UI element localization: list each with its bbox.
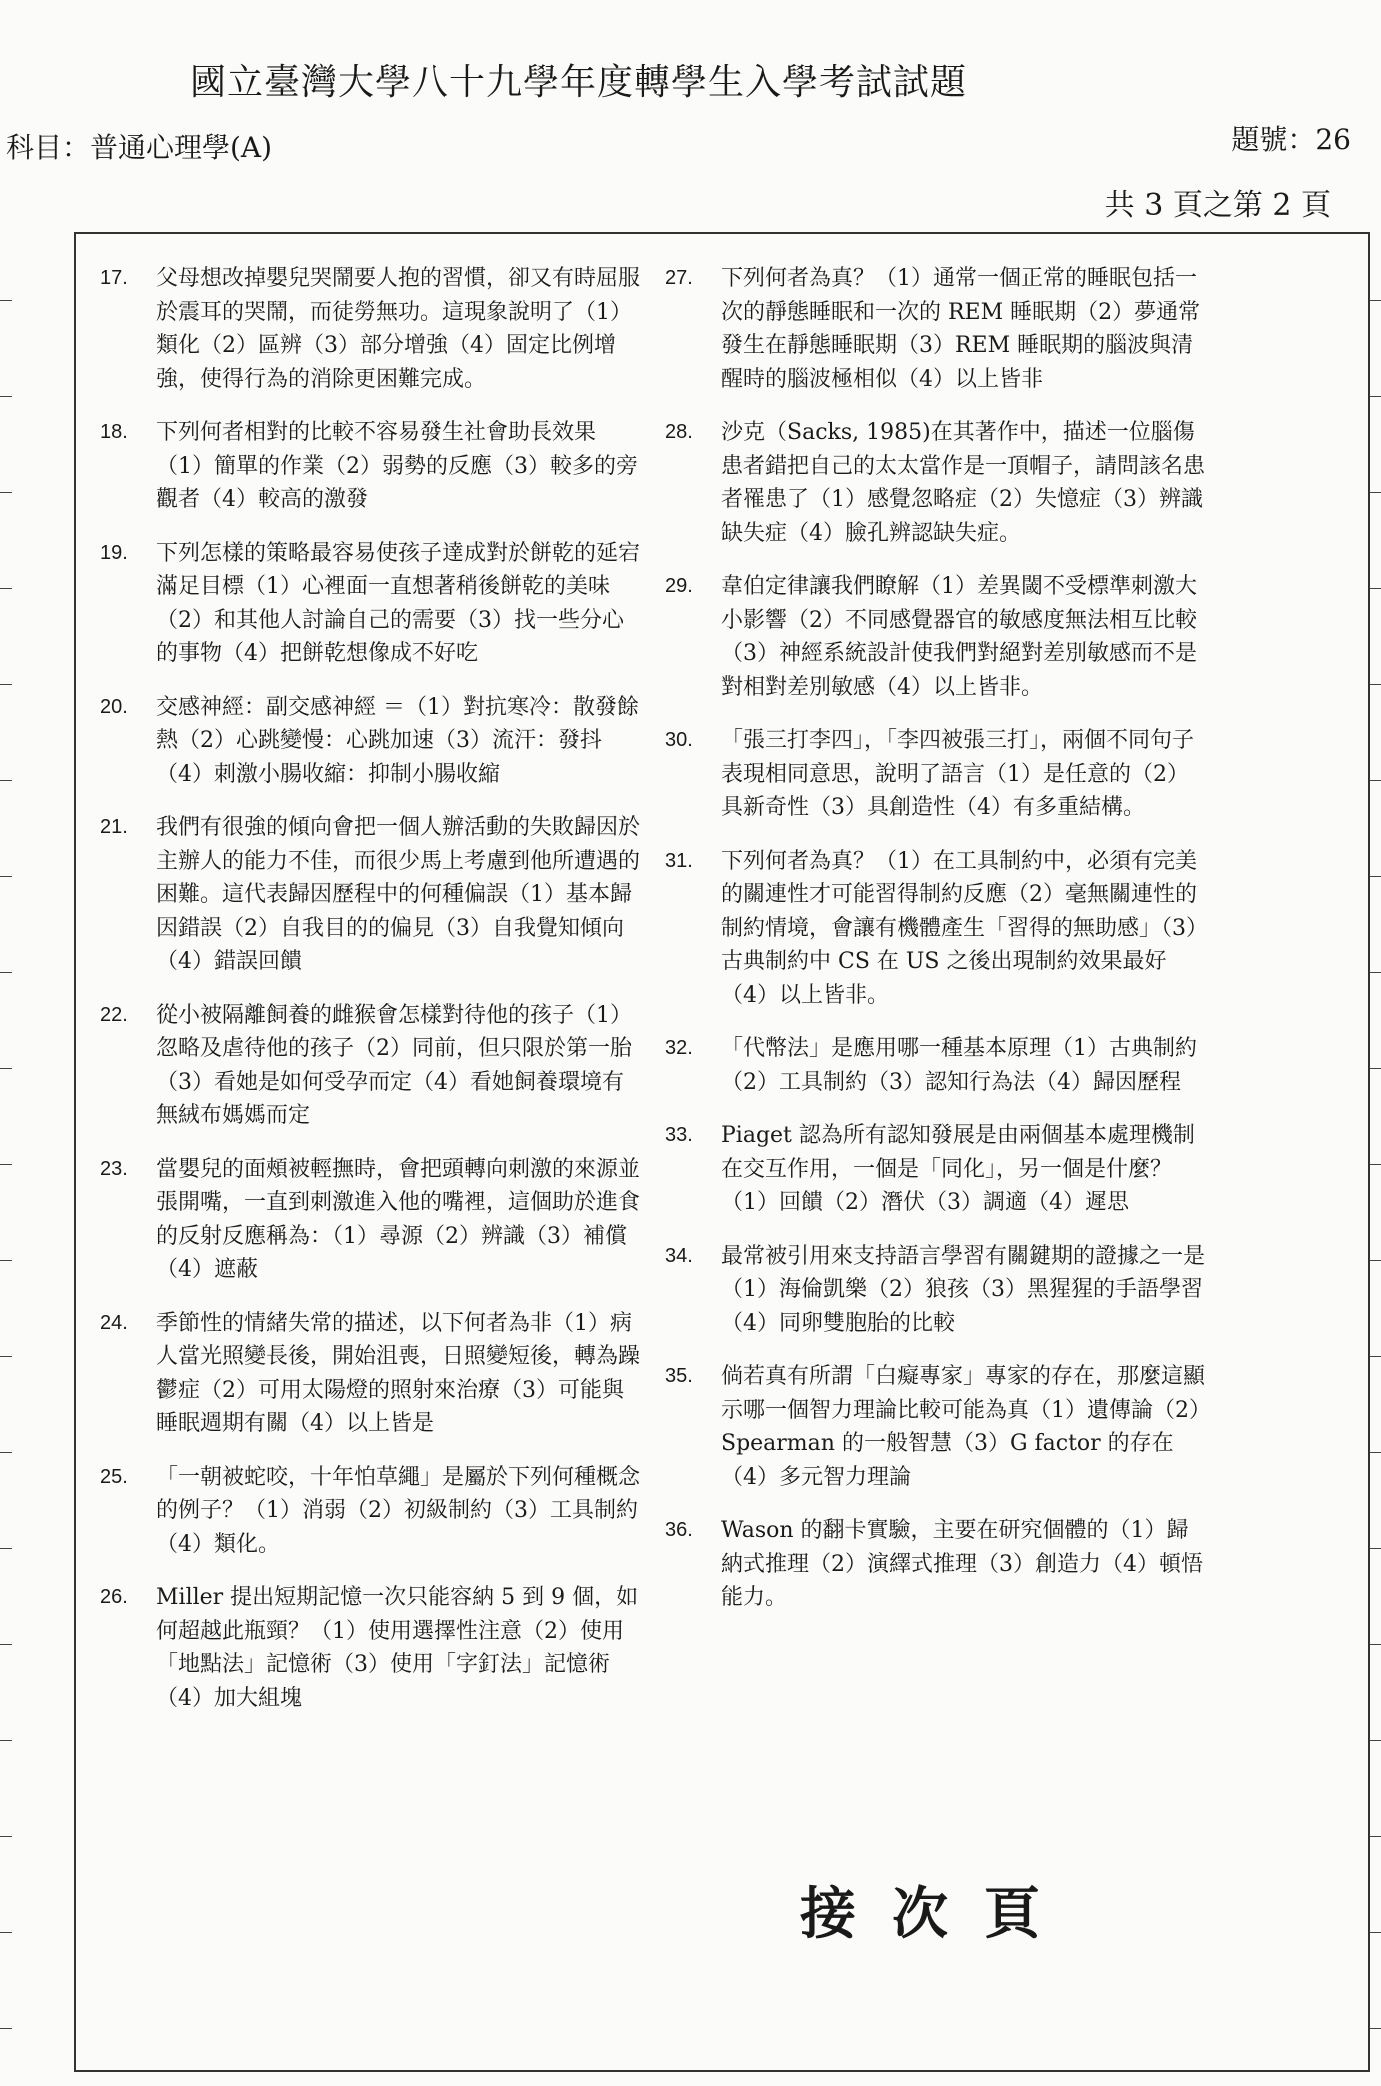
question-number-label: 32. — [665, 1037, 693, 1059]
margin-tick — [1369, 492, 1381, 493]
question-text: 我們有很強的傾向會把一個人辦活動的失敗歸因於主辦人的能力不佳，而很少馬上考慮到他所遭遇的困難。這代表歸因歷程中的何種偏誤（1）基本歸因錯誤（2）自我目的的偏見（3）自我覺知傾向（4）錯誤回饋 — [156, 815, 641, 974]
question-text: 最常被引用來支持語言學習有關鍵期的證據之一是（1）海倫凱樂（2）狼孩（3）黑猩猩的手語學習（4）同卵雙胞胎的比較 — [721, 1243, 1206, 1336]
margin-tick — [1369, 1836, 1381, 1837]
question-text: 倘若真有所謂「白癡專家」專家的存在，那麼這顯示哪一個智力理論比較可能為真（1）遺傳論（2）Spearman 的一般智慧（3）G factor 的存在（4）多元智力理論 — [721, 1364, 1206, 1490]
margin-tick — [1369, 2028, 1381, 2029]
question-text: 「一朝被蛇咬，十年怕草繩」是屬於下列何種概念的例子？（1）消弱（2）初級制約（3）工具制約（4）類化。 — [156, 1464, 641, 1557]
question-number-label: 26. — [100, 1586, 128, 1608]
margin-tick — [1369, 1164, 1381, 1165]
question-35 — [665, 1360, 1205, 1494]
right-margin-ticks — [1369, 0, 1381, 2086]
exam-title: 國立臺灣大學八十九學年度轉學生入學考試試題 — [190, 62, 968, 103]
question-text: 父母想改掉嬰兒哭鬧要人抱的習慣，卻又有時屈服於震耳的哭鬧，而徒勞無功。這現象說明了（1）類化（2）區辨（3）部分增強（4）固定比例增強，使得行為的消除更困難完成。 — [156, 266, 641, 392]
question-25 — [100, 1461, 640, 1562]
question-33 — [665, 1119, 1205, 1220]
question-text: 下列怎樣的策略最容易使孩子達成對於餅乾的延宕滿足目標（1）心裡面一直想著稍後餅乾的美味（2）和其他人討論自己的需要（3）找一些分心的事物（4）把餅乾想像成不好吃 — [156, 540, 641, 666]
question-number-label: 20. — [100, 695, 128, 718]
margin-tick — [1369, 684, 1381, 685]
question-19 — [100, 537, 640, 671]
question-number-label: 35. — [665, 1365, 693, 1387]
margin-tick — [0, 2028, 12, 2029]
question-31 — [665, 845, 1205, 1013]
question-27 — [665, 262, 1205, 396]
question-number-label: 31. — [665, 849, 693, 872]
margin-tick — [0, 876, 12, 877]
margin-tick — [1369, 1644, 1381, 1645]
question-20 — [100, 691, 640, 792]
question-number-label: 22. — [100, 1003, 128, 1026]
margin-tick — [0, 1836, 12, 1837]
question-text: 韋伯定律讓我們瞭解（1）差異閾不受標準刺激大小影響（2）不同感覺器官的敏感度無法相互比較（3）神經系統設計使我們對絕對差別敏感而不是對相對差別敏感（4）以上皆非。 — [721, 574, 1197, 700]
question-21 — [100, 811, 640, 979]
question-28 — [665, 416, 1205, 550]
question-36 — [665, 1514, 1205, 1615]
margin-tick — [1369, 1740, 1381, 1741]
question-text: 當嬰兒的面頰被輕撫時，會把頭轉向刺激的來源並張開嘴，一直到刺激進入他的嘴裡，這個助於進食的反射反應稱為：（1）尋源（2）辨識（3）補償（4）遮蔽 — [156, 1156, 641, 1282]
question-22 — [100, 999, 640, 1133]
margin-tick — [1369, 1260, 1381, 1261]
question-text: 交感神經：副交感神經 ＝（1）對抗寒冷：散發餘熱（2）心跳變慢：心跳加速（3）流汗：發抖（4）刺激小腸收縮：抑制小腸收縮 — [156, 694, 639, 787]
question-26 — [100, 1581, 640, 1715]
question-text: 「代幣法」是應用哪一種基本原理（1）古典制約（2）工具制約（3）認知行為法（4）歸因歷程 — [721, 1036, 1197, 1095]
margin-tick — [0, 1452, 12, 1453]
question-text: 季節性的情緒失常的描述，以下何者為非（1）病人當光照變長後，開始沮喪，日照變短後，轉為躁鬱症（2）可用太陽燈的照射來治療（3）可能與睡眠週期有關（4）以上皆是 — [156, 1310, 641, 1436]
question-number-label: 29. — [665, 575, 693, 597]
margin-tick — [0, 1644, 12, 1645]
question-number-label: 24. — [100, 1311, 128, 1334]
margin-tick — [0, 1068, 12, 1069]
margin-tick — [0, 396, 12, 397]
margin-tick — [1369, 1548, 1381, 1549]
question-text: 沙克（Sacks, 1985)在其著作中，描述一位腦傷患者錯把自己的太太當作是一頂帽子，請問該名患者罹患了（1）感覺忽略症（2）失憶症（3）辨識缺失症（4）臉孔辨認缺失症。 — [721, 420, 1206, 546]
question-text: 下列何者為真？（1）通常一個正常的睡眠包括一次的靜態睡眠和一次的 REM 睡眠期（2）夢通常發生在靜態睡眠期（3）REM 睡眠期的腦波與清醒時的腦波極相似（4）以上皆非 — [721, 266, 1201, 392]
margin-tick — [0, 684, 12, 685]
margin-tick — [1369, 300, 1381, 301]
continue-next-page: 接次頁 — [800, 1881, 1076, 1947]
margin-tick — [0, 1356, 12, 1357]
question-17 — [100, 262, 640, 396]
margin-tick — [1369, 1356, 1381, 1357]
question-text: 從小被隔離飼養的雌猴會怎樣對待他的孩子（1）忽略及虐待他的孩子（2）同前，但只限於第一胎（3）看她是如何受孕而定（4）看她飼養環境有無絨布媽媽而定 — [156, 1002, 632, 1128]
question-23 — [100, 1153, 640, 1287]
margin-tick — [0, 492, 12, 493]
question-30 — [665, 724, 1205, 825]
question-number-label: 23. — [100, 1157, 128, 1180]
margin-tick — [1369, 1068, 1381, 1069]
question-text: Miller 提出短期記憶一次只能容納 5 到 9 個，如何超越此瓶頸？（1）使用選擇性注意（2）使用「地點法」記憶術（3）使用「字釘法」記憶術（4）加大組塊 — [156, 1585, 639, 1711]
subject-label: 科目：普通心理學(A) — [6, 131, 273, 164]
margin-tick — [0, 1164, 12, 1165]
margin-tick — [1369, 588, 1381, 589]
question-18 — [100, 416, 640, 517]
question-number-label: 36. — [665, 1519, 693, 1541]
margin-tick — [0, 1260, 12, 1261]
question-number-label: 17. — [100, 267, 128, 289]
margin-tick — [1369, 972, 1381, 973]
question-34 — [665, 1240, 1205, 1341]
page-info: 共 3 頁之第 2 頁 — [1104, 188, 1331, 223]
margin-tick — [0, 1932, 12, 1933]
question-number-label: 19. — [100, 541, 128, 564]
question-number-label: 21. — [100, 816, 128, 838]
question-text: 下列何者為真？（1）在工具制約中，必須有完美的關連性才可能習得制約反應（2）毫無關連性的制約情境，會讓有機體產生「習得的無助感」（3）古典制約中 CS 在 US 之後出現制約效果最好（4）以上皆非。 — [721, 848, 1197, 1008]
question-24 — [100, 1307, 640, 1441]
question-number-label: 28. — [665, 421, 693, 443]
margin-tick — [1369, 1452, 1381, 1453]
question-number-label: 27. — [665, 267, 693, 289]
margin-tick — [1369, 396, 1381, 397]
margin-tick — [0, 588, 12, 589]
left-margin-ticks — [0, 0, 12, 2086]
question-text: 下列何者相對的比較不容易發生社會助長效果（1）簡單的作業（2）弱勢的反應（3）較多的旁觀者（4）較高的激發 — [156, 420, 638, 512]
question-number: 題號：26 — [1231, 123, 1351, 156]
question-number-label: 25. — [100, 1465, 128, 1488]
question-32 — [665, 1032, 1205, 1099]
right-column — [665, 262, 1205, 1635]
question-number-label: 34. — [665, 1244, 693, 1267]
left-column — [100, 262, 640, 1735]
question-text: Wason 的翻卡實驗，主要在研究個體的（1）歸納式推理（2）演繹式推理（3）創造力（4）頓悟能力。 — [721, 1518, 1203, 1610]
question-number-label: 33. — [665, 1124, 693, 1146]
question-number-label: 30. — [665, 729, 693, 751]
question-number-label: 18. — [100, 421, 128, 443]
margin-tick — [0, 300, 12, 301]
margin-tick — [0, 780, 12, 781]
margin-tick — [0, 972, 12, 973]
question-29 — [665, 570, 1205, 704]
margin-tick — [0, 1548, 12, 1549]
margin-tick — [1369, 1932, 1381, 1933]
question-text: Piaget 認為所有認知發展是由兩個基本處理機制在交互作用，一個是「同化」，另一個是什麼？（1）回饋（2）潛伏（3）調適（4）遲思 — [721, 1123, 1195, 1215]
margin-tick — [1369, 876, 1381, 877]
question-text: 「張三打李四」，「李四被張三打」，兩個不同句子表現相同意思，說明了語言（1）是任意的（2）具新奇性（3）具創造性（4）有多重結構。 — [721, 728, 1195, 820]
margin-tick — [1369, 780, 1381, 781]
margin-tick — [0, 1740, 12, 1741]
